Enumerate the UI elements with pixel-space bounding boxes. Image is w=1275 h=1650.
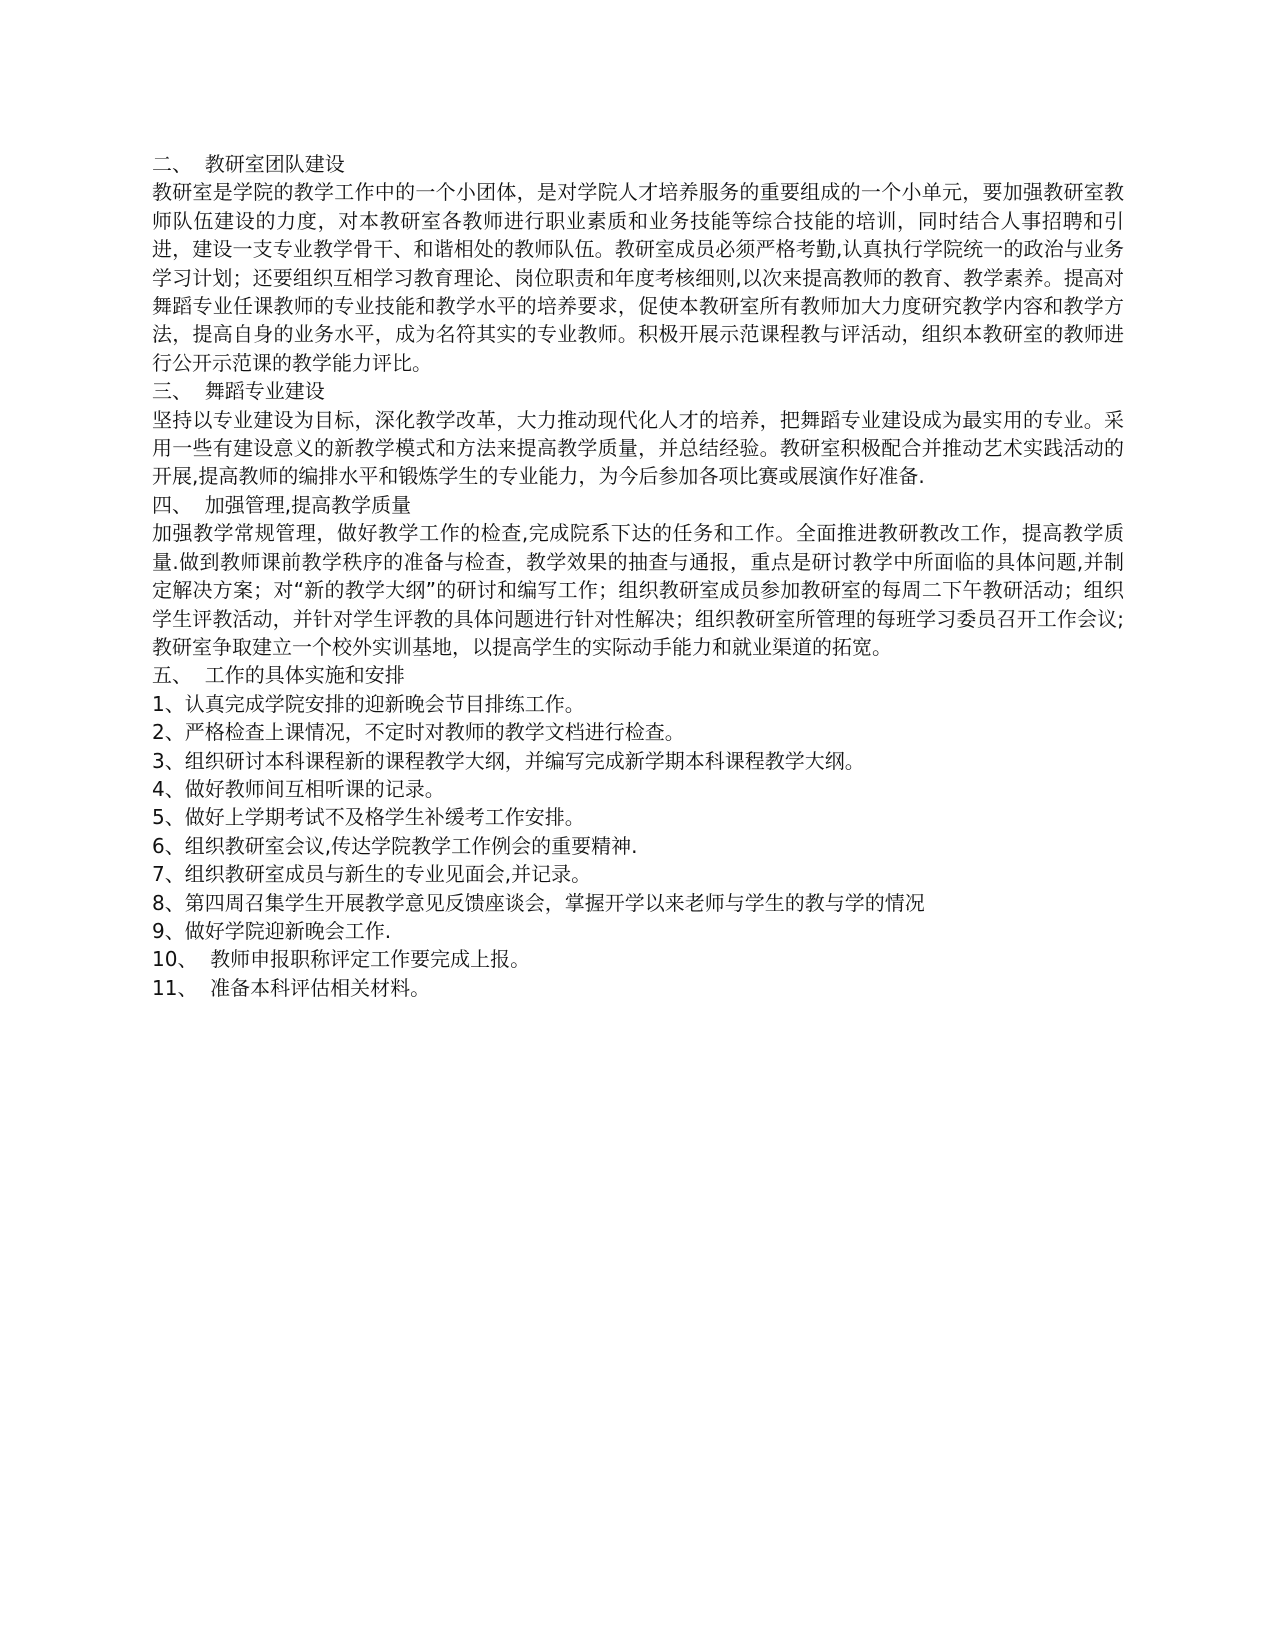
- list-item: 7、组织教研室成员与新生的专业见面会,并记录。: [152, 862, 592, 887]
- section-heading-dance-major: 三、 舞蹈专业建设: [152, 379, 325, 404]
- list-item: 4、做好教师间互相听课的记录。: [152, 776, 445, 801]
- section-paragraph-management-quality: 加强教学常规管理，做好教学工作的检查,完成院系下达的任务和工作。全面推进教研教改工作，提高教学质量.做到教师课前教学秩序的准备与检查，教学效果的抽查与通报，重点是研讨教学中所面临的具体问题,并制定解决方案；对“新的教学大纲”的研讨和编写工作；组织教研室成员参加教研室的每周二下午教研活动；组织学生评教活动，并针对学生评教的具体问题进行针对性解决；组织教研室所管理的每班学习委员召开工作会议;教研室争取建立一个校外实训基地，以提高学生的实际动手能力和就业渠道的拓宽。: [152, 521, 1124, 659]
- list-item: 10、 教师申报职称评定工作要完成上报。: [152, 947, 531, 972]
- implementation-list: [152, 690, 1124, 1002]
- list-item: 8、第四周召集学生开展教学意见反馈座谈会，掌握开学以来老师与学生的教与学的情况: [152, 890, 925, 915]
- list-item: 3、组织研讨本科课程新的课程教学大纲，并编写完成新学期本科课程教学大纲。: [152, 748, 865, 773]
- list-item: 1、认真完成学院安排的迎新晚会节目排练工作。: [152, 691, 585, 716]
- section-heading-implementation: 五、 工作的具体实施和安排: [152, 663, 405, 688]
- section-heading-management-quality: 四、 加强管理,提高教学质量: [152, 492, 412, 517]
- document-body: [152, 150, 1124, 1002]
- list-item: 6、组织教研室会议,传达学院教学工作例会的重要精神.: [152, 833, 638, 858]
- list-item: 2、严格检查上课情况，不定时对教师的教学文档进行检查。: [152, 720, 685, 745]
- list-item: 5、做好上学期考试不及格学生补缓考工作安排。: [152, 805, 585, 830]
- list-item: 9、做好学院迎新晚会工作.: [152, 918, 392, 943]
- section-heading-team-building: 二、 教研室团队建设: [152, 152, 345, 176]
- section-paragraph-team-building: 教研室是学院的教学工作中的一个小团体，是对学院人才培养服务的重要组成的一个小单元，要加强教研室教师队伍建设的力度，对本教研室各教师进行职业素质和业务技能等综合技能的培训，同时结合人事招聘和引进，建设一支专业教学骨干、和谐相处的教师队伍。教研室成员必须严格考勤,认真执行学院统一的政治与业务学习计划；还要组织互相学习教育理论、岗位职责和年度考核细则,以次来提高教师的教育、教学素养。提高对舞蹈专业任课教师的专业技能和教学水平的培养要求，促使本教研室所有教师加大力度研究教学内容和教学方法，提高自身的业务水平，成为名符其实的专业教师。积极开展示范课程教与评活动，组织本教研室的教师进行公开示范课的教学能力评比。: [152, 180, 1124, 375]
- section-paragraph-dance-major: 坚持以专业建设为目标，深化教学改革，大力推动现代化人才的培养，把舞蹈专业建设成为最实用的专业。采用一些有建设意义的新教学模式和方法来提高教学质量，并总结经验。教研室积极配合并推动艺术实践活动的开展,提高教师的编排水平和锻炼学生的专业能力，为今后参加各项比赛或展演作好准备.: [152, 407, 1124, 489]
- list-item: 11、 准备本科评估相关材料。: [152, 975, 431, 1000]
